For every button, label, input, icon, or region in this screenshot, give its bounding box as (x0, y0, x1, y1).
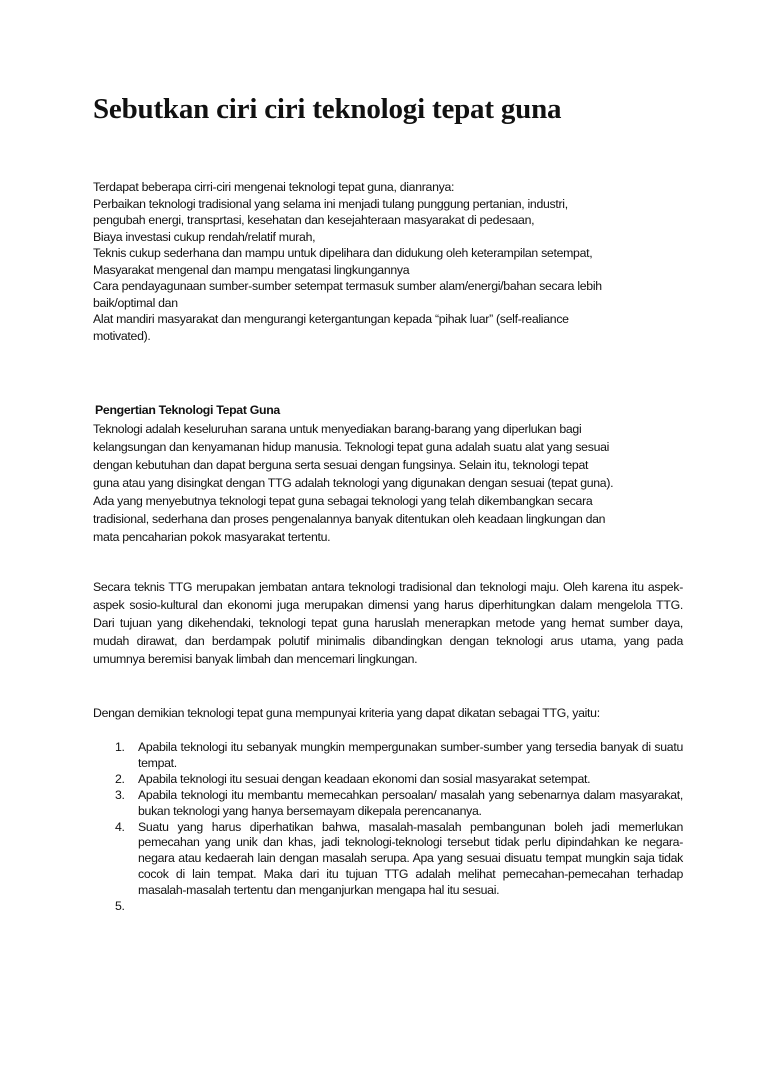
list-item (93, 820, 683, 900)
criteria-list (93, 740, 683, 915)
list-number: 1. (115, 740, 125, 754)
intro-line: Cara pendayagunaan sumber-sumber setempat termasuk sumber alam/energi/bahan secara lebih (93, 279, 602, 293)
list-number: 5. (115, 899, 125, 914)
technical-section (93, 578, 683, 668)
intro-line: Masyarakat mengenal dan mampu mengatasi lingkungannya (93, 262, 410, 277)
definition-line: Ada yang menyebutnya teknologi tepat guna sebagai teknologi yang telah dikembangkan secara (93, 493, 593, 508)
definition-line: kelangsungan dan kenyamanan hidup manusia. Teknologi tepat guna adalah suatu alat yang sesuai (93, 439, 610, 454)
definition-line: mata pencaharian pokok masyarakat tertentu. (93, 529, 331, 544)
list-text: Apabila teknologi itu sebanyak mungkin mempergunakan sumber-sumber yang tersedia banyak di suatu tempat. (138, 740, 683, 770)
list-number: 4. (115, 819, 125, 834)
list-item (93, 899, 683, 915)
intro-line: baik/optimal dan (93, 295, 178, 310)
intro-line: Teknis cukup sederhana dan mampu untuk dipelihara dan didukung oleh keterampilan setempat, (93, 246, 593, 260)
intro-line: motivated). (93, 328, 151, 343)
list-text: Apabila teknologi itu membantu memecahkan persoalan/ masalah yang sebenarnya dalam masyarakat, bukan teknologi yang hanya bersemayam dikepala perencananya. (138, 787, 683, 818)
list-text (138, 899, 683, 915)
criteria-intro: Dengan demikian teknologi tepat guna mempunyai kriteria yang dapat dikatan sebagai TTG, yaitu: (93, 706, 600, 720)
technical-paragraph: Secara teknis TTG merupakan jembatan antara teknologi tradisional dan teknologi maju. Oleh karena itu aspek-aspek sosio-kultural dan ekonomi juga merupakan dimensi yang harus diperhitungkan dalam mengelola TTG. Dari tujuan yang dikehendaki, teknologi tepat guna haruslah menerapkan metode yang hemat sumber daya, mudah dirawat, dan berdampak polutif minimalis dibandingkan dengan teknologi arus utama, yang pada umumnya beremisi banyak limbah dan mencemari lingkungan. (93, 580, 683, 666)
list-text: Suatu yang harus diperhatikan bahwa, masalah-masalah pembangunan boleh jadi memerlukan pemecahan yang unik dan khas, jadi teknologi-teknologi tersebut tidak perlu dipindahkan ke negara-negara atau kedaerah lain dengan masalah serupa. Apa yang sesuai disuatu tempat mungkin saja tidak cocok di lain tempat. Maka dari itu tujuan TTG adalah melihat pemecahan-pemecahan terhadap masalah-masalah tertentu dan menganjurkan mengapa hal itu sesuai. (138, 819, 683, 898)
definition-section (93, 402, 683, 546)
intro-line: pengubah energi, transprtasi, kesehatan dan kesejahteraan masyarakat di pedesaan, (93, 213, 535, 227)
definition-line: dengan kebutuhan dan dapat berguna serta sesuai dengan fungsinya. Selain itu, teknologi tepat (93, 457, 589, 472)
list-item (93, 772, 683, 788)
intro-line: Perbaikan teknologi tradisional yang selama ini menjadi tulang punggung pertanian, industri, (93, 196, 568, 211)
list-item (93, 788, 683, 820)
definition-line: guna atau yang disingkat dengan TTG adalah teknologi yang digunakan dengan sesuai (tepat guna). (93, 475, 614, 490)
section-heading: Pengertian Teknologi Tepat Guna (95, 403, 280, 417)
page-title: Sebutkan ciri ciri teknologi tepat guna (93, 93, 562, 125)
definition-line: tradisional, sederhana dan proses pengenalannya banyak ditentukan oleh keadaan lingkungan dan (93, 511, 606, 526)
list-item (93, 740, 683, 772)
list-number: 3. (115, 787, 125, 802)
list-text: Apabila teknologi itu sesuai dengan keadaan ekonomi dan sosial masyarakat setempat. (138, 771, 591, 786)
criteria-intro-section (93, 705, 683, 722)
list-number: 2. (115, 771, 125, 786)
intro-line: Terdapat beberapa cirri-ciri mengenai teknologi tepat guna, dianranya: (93, 180, 455, 194)
intro-section (93, 179, 683, 344)
intro-line: Biaya investasi cukup rendah/relatif murah, (93, 229, 316, 244)
intro-line: Alat mandiri masyarakat dan mengurangi ketergantungan kepada “pihak luar” (self-realiance (93, 312, 569, 326)
definition-line: Teknologi adalah keseluruhan sarana untuk menyediakan barang-barang yang diperlukan bagi (93, 421, 582, 436)
